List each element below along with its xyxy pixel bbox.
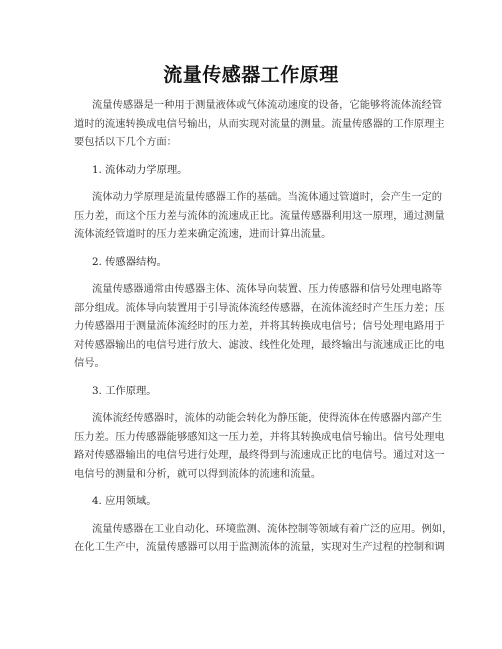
paragraph-line: 力传感器用于测量流体流经时的压力差，并将其转换成电信号；信号处理电路用于 — [74, 320, 445, 332]
paragraph-line: 要包括以下几个方面： — [74, 136, 177, 148]
paragraph-line: 电信号的测量和分析，就可以得到流体的流速和流量。 — [74, 467, 322, 480]
section-heading-2: 2. 传感器结构。 — [92, 255, 167, 268]
paragraph-line: 信号。 — [74, 357, 105, 369]
intro-paragraph — [74, 96, 445, 152]
paragraph-line: 流体流经管道时的压力差来确定流速，进而计算出流量。 — [74, 228, 332, 240]
section-paragraph-2 — [74, 280, 445, 373]
paragraph-line: 压力差，而这个压力差与流体的流速成正比。流量传感器利用这一原理，通过测量 — [74, 209, 445, 222]
paragraph-line: 路对传感器输出的电信号进行处理，最终得到与流速成正比的电信号。通过对这一 — [74, 449, 445, 461]
section-heading-3: 3. 工作原理。 — [92, 384, 157, 397]
document-title: 流量传感器工作原理 — [163, 64, 339, 86]
paragraph-line: 流量传感器是一种用于测量液体或气体流动速度的设备，它能够将流体流经管 — [92, 99, 443, 111]
paragraph-line: 流体动力学原理是流量传感器工作的基础。当流体通过管道时，会产生一定的 — [92, 191, 443, 203]
section-heading-1: 1. 流体动力学原理。 — [92, 163, 188, 176]
paragraph-line: 压力差。压力传感器能够感知这一压力差，并将其转换成电信号输出。信号处理电 — [74, 430, 445, 443]
paragraph-line: 部分组成。流体导向装置用于引导流体流经传感器，在流体流经时产生压力差；压 — [74, 301, 445, 314]
paragraph-line: 在化工生产中，流量传感器可以用于监测流体的流量，实现对生产过程的控制和调 — [74, 541, 445, 553]
section-heading-4: 4. 应用领域。 — [92, 495, 157, 507]
document-body — [74, 96, 453, 566]
paragraph-line: 流量传感器在工业自动化、环境监测、流体控制等领域有着广泛的应用。例如， — [92, 522, 453, 535]
paragraph-line: 流体流经传感器时，流体的动能会转化为静压能，使得流体在传感器内部产生 — [92, 412, 443, 424]
section-paragraph-3 — [74, 409, 445, 483]
section-paragraph-1 — [74, 188, 445, 244]
paragraph-line: 对传感器输出的电信号进行放大、滤波、线性化处理，最终输出与流速成正比的电 — [74, 338, 445, 351]
section-paragraph-4 — [74, 520, 453, 557]
paragraph-line: 流量传感器通常由传感器主体、流体导向装置、压力传感器和信号处理电路等 — [92, 283, 443, 295]
paragraph-line: 道时的流速转换成电信号输出，从而实现对流量的测量。流量传感器的工作原理主 — [74, 117, 445, 130]
